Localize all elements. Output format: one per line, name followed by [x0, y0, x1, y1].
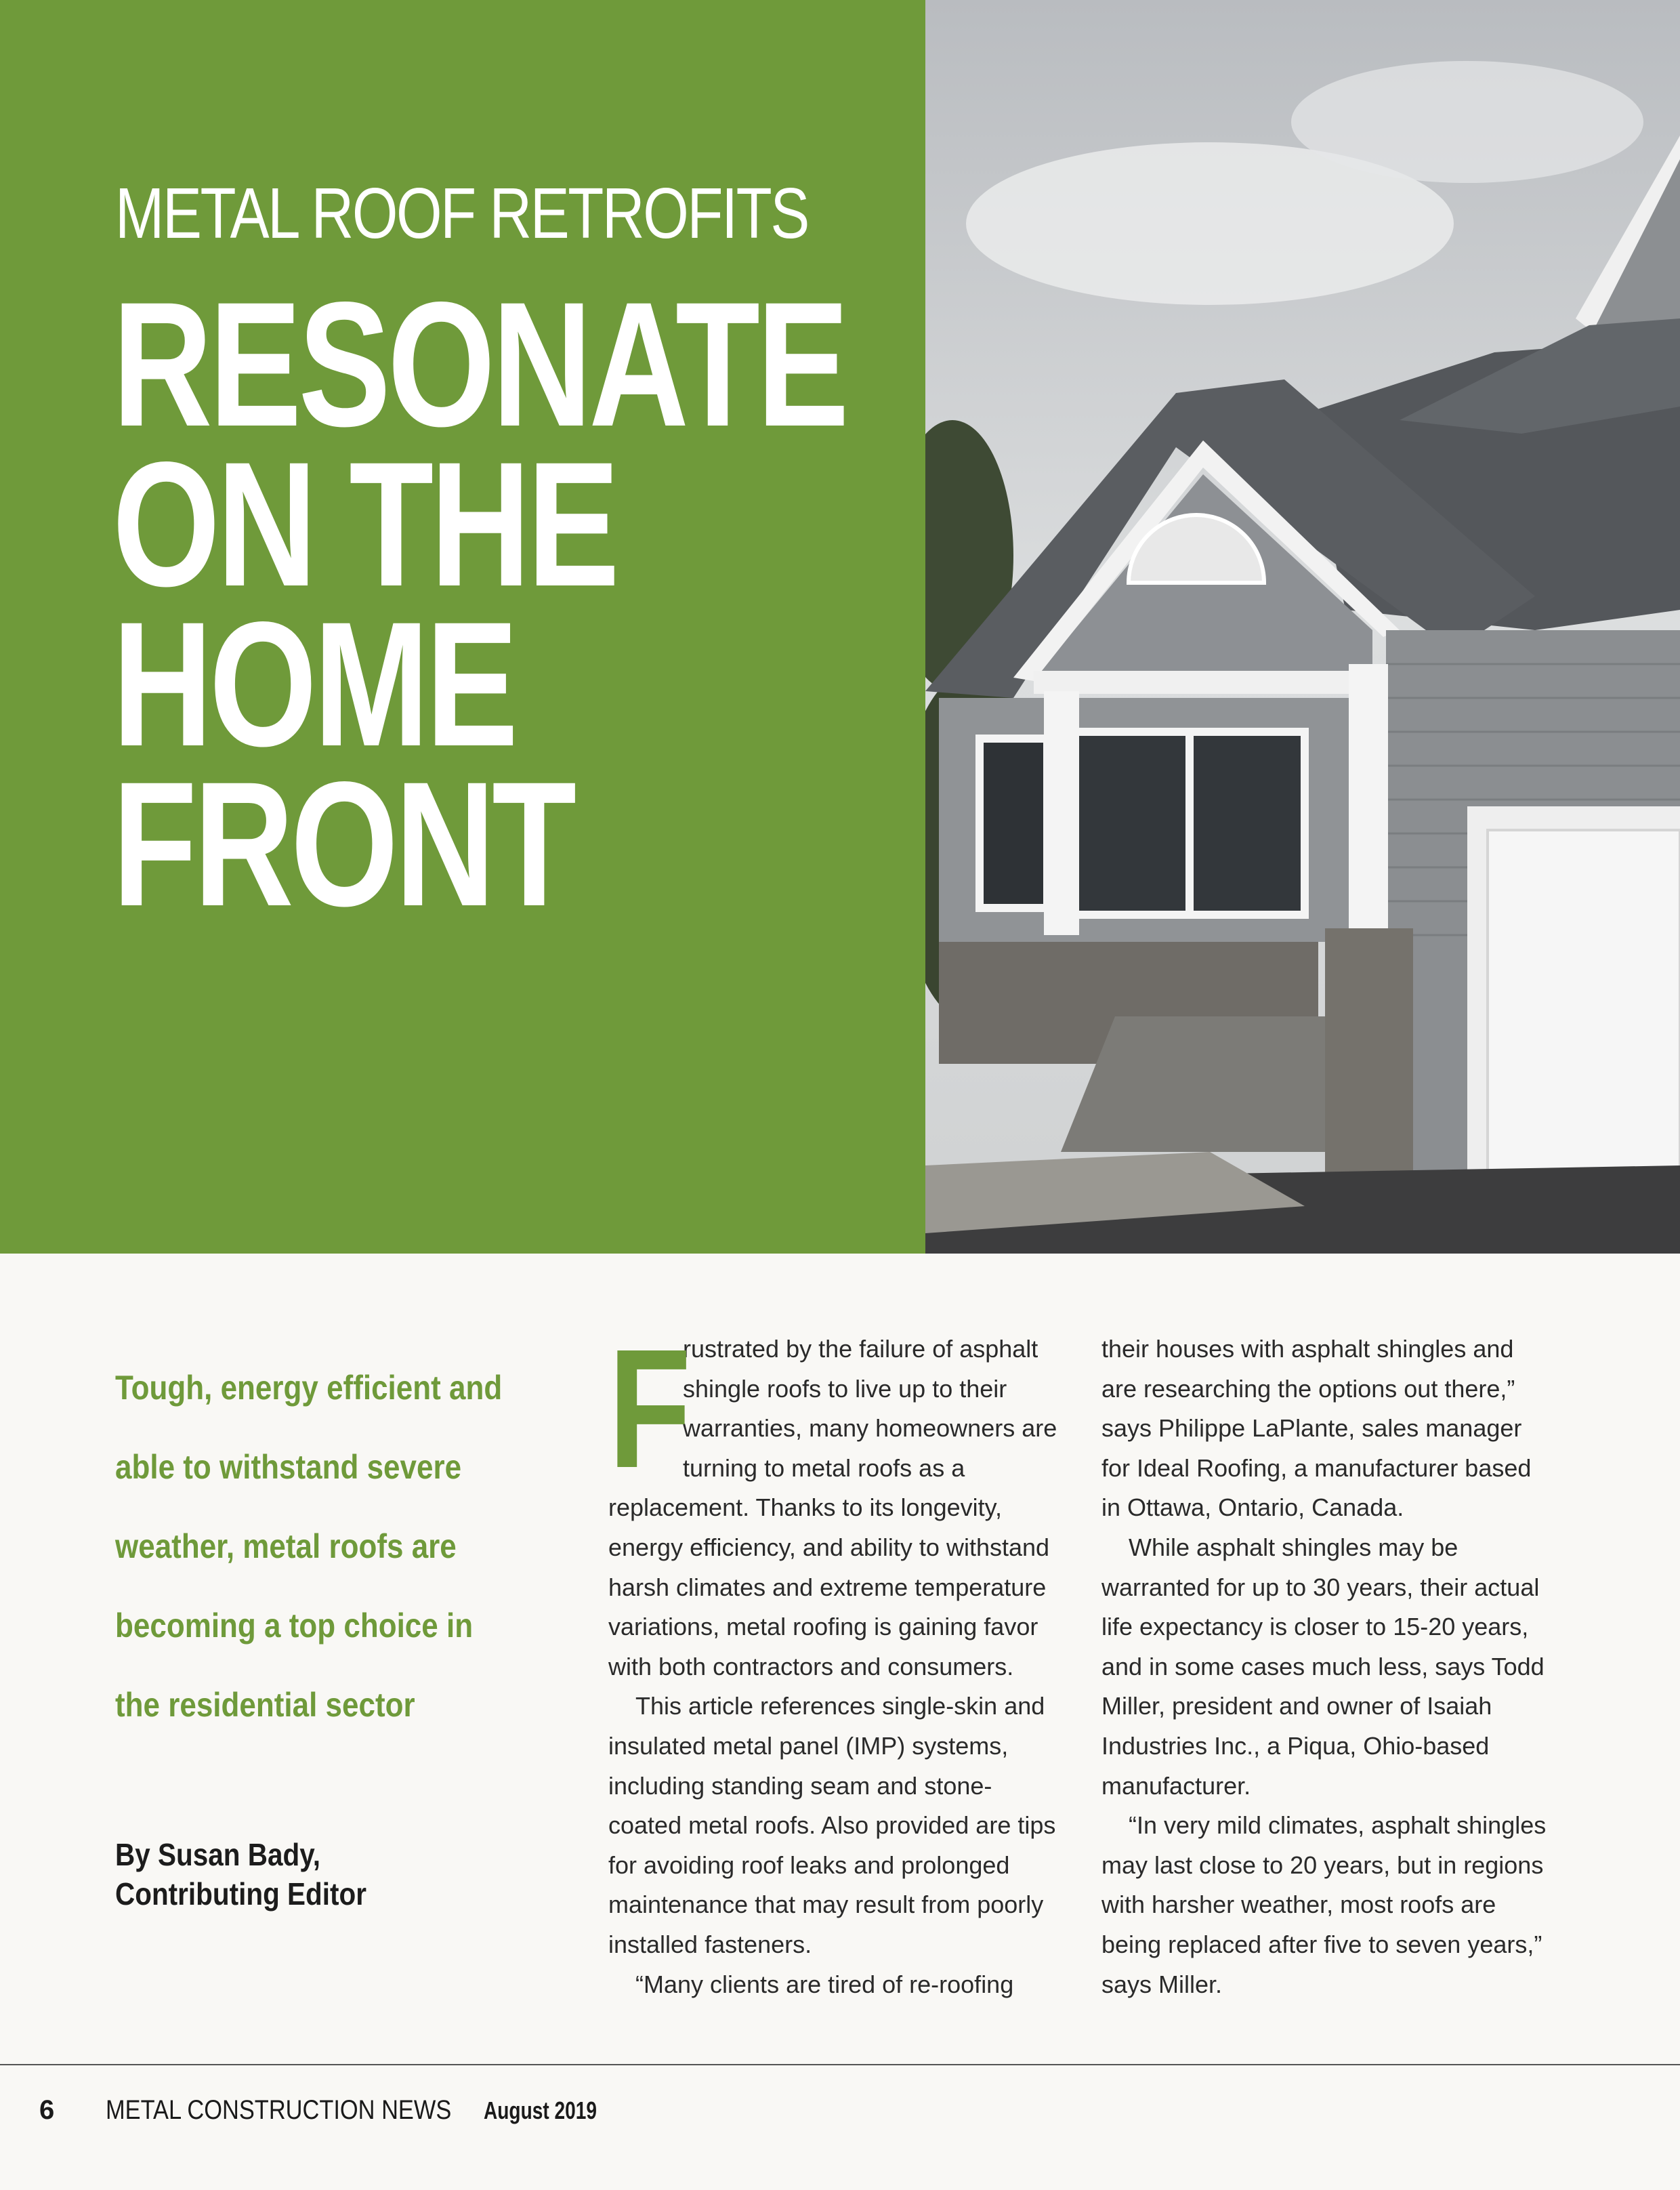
headline-line-2: ON THE [112, 425, 616, 623]
porch-column-left [1044, 691, 1079, 935]
cloud [1291, 61, 1643, 183]
footer-rule [0, 2064, 1680, 2065]
headline-kicker: METAL ROOF RETROFITS [115, 173, 808, 253]
byline [115, 1835, 589, 1914]
byline-author: By Susan Bady, [115, 1837, 320, 1872]
house-photo-illustration [925, 0, 1680, 1254]
body-paragraph: their houses with asphalt shingles and are researching the options out there,” says Philippe LaPlante, sales manager for Ideal Roofing, a manufacturer based in Ottawa, Ontario, Canada. [1101, 1335, 1532, 1522]
issue-date: August 2019 [484, 2096, 597, 2124]
publication-name: METAL CONSTRUCTION NEWS [106, 2095, 452, 2125]
title-panel [0, 0, 925, 1254]
house-photo [925, 0, 1680, 1254]
page-number: 6 [39, 2095, 55, 2125]
body-paragraph: rustrated by the failure of asphalt shingle roofs to live up to their warranties, many homeowners are turning to metal roofs as a replacement. Thanks to its longevity, energy efficiency, and ability to withstand harsh climates and extreme temperature variations, metal roofing is gaining favor with both contractors and consumers. [608, 1335, 1057, 1680]
deck-line-2: able to withstand severe [115, 1448, 462, 1486]
headline [112, 265, 925, 943]
porch-column-right [1349, 664, 1388, 928]
stone-pillar [1325, 928, 1413, 1172]
garage-door [1488, 830, 1680, 1182]
deck-line-1: Tough, energy efficient and [115, 1369, 503, 1407]
window-center [1074, 732, 1190, 915]
deck-line-4: becoming a top choice in [115, 1607, 474, 1645]
byline-role: Contributing Editor [115, 1876, 366, 1912]
body-paragraph: While asphalt shingles may be warranted for up to 30 years, their actual life expectancy is closer to 15-20 years, and in some cases much less, says Todd Miller, president and owner of Isaiah Industries Inc., a Piqua, Ohio-based manufacturer. [1101, 1533, 1545, 1800]
headline-line-3: HOME [112, 585, 516, 783]
body-paragraph: “Many clients are tired of re-roofing [635, 1970, 1014, 1998]
window-left [980, 739, 1047, 908]
headline-line-4: FRONT [112, 745, 574, 943]
body-paragraph: This article references single-skin and insulated metal panel (IMP) systems, including standing seam and stone-coated metal roofs. Also provided are tips for avoiding roof leaks and prolonged maintenance that may result from poorly installed fasteners. [608, 1692, 1056, 1958]
porch-beam [1034, 671, 1400, 694]
window-right [1190, 732, 1305, 915]
body-paragraph: “In very mild climates, asphalt shingles may last close to 20 years, but in regions with harsher weather, most roofs are being replaced after five to seven years,” says Miller. [1101, 1811, 1547, 1998]
body-column-1 [608, 1314, 1064, 2004]
deck-line-3: weather, metal roofs are [115, 1527, 457, 1565]
headline-line-1: RESONATE [112, 265, 846, 463]
body-column-2 [1101, 1329, 1549, 2004]
drop-cap: F [608, 1314, 692, 1503]
deck-line-5: the residential sector [115, 1686, 415, 1724]
article-deck [115, 1348, 589, 1745]
